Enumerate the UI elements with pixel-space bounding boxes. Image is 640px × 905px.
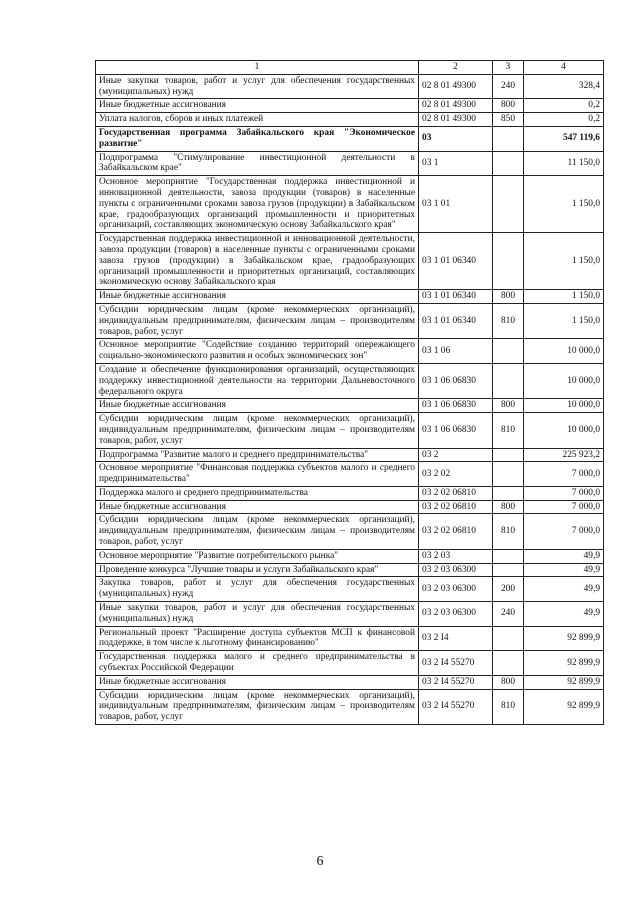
- row-type-cell: [493, 549, 524, 563]
- row-type-cell: 810: [493, 514, 524, 549]
- row-name-cell: Субсидии юридическим лицам (кроме некоммерческих организаций), индивидуальным предпринимателям, физическим лицам – производителям товаров, работ, услуг: [96, 689, 419, 724]
- row-code-cell: 03 2 03 06300: [419, 577, 493, 602]
- row-code-cell: 03 1 06 06830: [419, 363, 493, 398]
- table-row: [96, 113, 604, 127]
- row-amount-cell: 92 899,9: [524, 675, 604, 689]
- row-code-cell: 03 1 06: [419, 339, 493, 364]
- row-code-cell: 03 1 06 06830: [419, 399, 493, 413]
- row-amount-cell: 328,4: [524, 74, 604, 99]
- row-name-cell: Иные бюджетные ассигнования: [96, 290, 419, 304]
- header-cell-2: 2: [419, 61, 493, 75]
- row-type-cell: 810: [493, 303, 524, 338]
- row-amount-cell: 49,9: [524, 602, 604, 627]
- row-name-cell: Субсидии юридическим лицам (кроме некоммерческих организаций), индивидуальным предпринимателям, физическим лицам – производителям товаров, работ, услуг: [96, 514, 419, 549]
- row-name-cell: Государственная программа Забайкальского края "Экономическое развитие": [96, 126, 419, 151]
- row-code-cell: 03: [419, 126, 493, 151]
- table-row: [96, 651, 604, 676]
- row-code-cell: 03 2 I4 55270: [419, 675, 493, 689]
- table-row: [96, 626, 604, 651]
- row-type-cell: 850: [493, 113, 524, 127]
- table-row: [96, 563, 604, 577]
- row-code-cell: 03 2 02 06810: [419, 486, 493, 500]
- row-code-cell: 03 1 01 06340: [419, 290, 493, 304]
- table-row: [96, 99, 604, 113]
- row-code-cell: 02 8 01 49300: [419, 99, 493, 113]
- row-type-cell: 810: [493, 689, 524, 724]
- table-row: [96, 233, 604, 290]
- row-amount-cell: 10 000,0: [524, 399, 604, 413]
- table-row: [96, 500, 604, 514]
- table-row: [96, 675, 604, 689]
- table-row: [96, 689, 604, 724]
- row-type-cell: 240: [493, 74, 524, 99]
- table-row: [96, 290, 604, 304]
- row-name-cell: Основное мероприятие "Финансовая поддержка субъектов малого и среднего предпринимательства": [96, 462, 419, 487]
- row-name-cell: Иные бюджетные ассигнования: [96, 500, 419, 514]
- row-name-cell: Основное мероприятие "Содействие созданию территорий опережающего социально-экономического развития и особых экономических зон": [96, 339, 419, 364]
- table-header-row: [96, 61, 604, 75]
- row-amount-cell: 0,2: [524, 113, 604, 127]
- row-name-cell: Субсидии юридическим лицам (кроме некоммерческих организаций), индивидуальным предпринимателям, физическим лицам – производителям товаров, работ, услуг: [96, 303, 419, 338]
- row-code-cell: 03 1 06 06830: [419, 413, 493, 448]
- row-code-cell: 03 2 02 06810: [419, 500, 493, 514]
- header-cell-3: 3: [493, 61, 524, 75]
- page-number: 6: [316, 854, 324, 869]
- row-amount-cell: 1 150,0: [524, 233, 604, 290]
- row-amount-cell: 49,9: [524, 563, 604, 577]
- row-code-cell: 03 2 02: [419, 462, 493, 487]
- table-row: [96, 577, 604, 602]
- row-type-cell: [493, 176, 524, 233]
- table-row: [96, 339, 604, 364]
- row-name-cell: Государственная поддержка малого и среднего предпринимательства в субъектах Российской Федерации: [96, 651, 419, 676]
- table-row: [96, 126, 604, 151]
- row-name-cell: Подпрограмма "Стимулирование инвестиционной деятельности в Забайкальском крае": [96, 151, 419, 176]
- row-name-cell: Иные закупки товаров, работ и услуг для обеспечения государственных (муниципальных) нужд: [96, 74, 419, 99]
- row-type-cell: 240: [493, 602, 524, 627]
- row-name-cell: Поддержка малого и среднего предпринимательства: [96, 486, 419, 500]
- row-type-cell: 800: [493, 500, 524, 514]
- row-name-cell: Создание и обеспечение функционирования организаций, осуществляющих поддержку инвестиционной деятельности на территории Дальневосточного федерального округа: [96, 363, 419, 398]
- row-name-cell: Проведение конкурса "Лучшие товары и услуги Забайкальского края": [96, 563, 419, 577]
- row-type-cell: [493, 651, 524, 676]
- row-name-cell: Закупка товаров, работ и услуг для обеспечения государственных (муниципальных) нужд: [96, 577, 419, 602]
- row-type-cell: [493, 363, 524, 398]
- table-row: [96, 413, 604, 448]
- row-amount-cell: 547 119,6: [524, 126, 604, 151]
- row-amount-cell: 92 899,9: [524, 626, 604, 651]
- row-amount-cell: 49,9: [524, 577, 604, 602]
- row-code-cell: 03 2 03 06300: [419, 602, 493, 627]
- row-amount-cell: 92 899,9: [524, 689, 604, 724]
- table-row: [96, 549, 604, 563]
- row-code-cell: 03 2 I4 55270: [419, 651, 493, 676]
- budget-table: [95, 60, 604, 725]
- row-amount-cell: 1 150,0: [524, 290, 604, 304]
- table-row: [96, 514, 604, 549]
- row-amount-cell: 1 150,0: [524, 303, 604, 338]
- table-row: [96, 486, 604, 500]
- row-amount-cell: 10 000,0: [524, 413, 604, 448]
- row-amount-cell: 7 000,0: [524, 486, 604, 500]
- row-name-cell: Подпрограмма "Развитие малого и среднего предпринимательства": [96, 448, 419, 462]
- row-name-cell: Иные закупки товаров, работ и услуг для обеспечения государственных (муниципальных) нужд: [96, 602, 419, 627]
- header-cell-1: 1: [96, 61, 419, 75]
- table-row: [96, 303, 604, 338]
- row-type-cell: 800: [493, 99, 524, 113]
- row-type-cell: [493, 563, 524, 577]
- row-code-cell: 02 8 01 49300: [419, 113, 493, 127]
- row-amount-cell: 10 000,0: [524, 339, 604, 364]
- row-type-cell: 810: [493, 413, 524, 448]
- row-code-cell: 03 2 02 06810: [419, 514, 493, 549]
- row-type-cell: 200: [493, 577, 524, 602]
- table-row: [96, 462, 604, 487]
- row-code-cell: 03 1 01: [419, 176, 493, 233]
- table-row: [96, 363, 604, 398]
- budget-table-wrapper: [95, 60, 603, 725]
- row-amount-cell: 7 000,0: [524, 500, 604, 514]
- row-code-cell: 03 1: [419, 151, 493, 176]
- row-code-cell: 03 2 I4: [419, 626, 493, 651]
- row-amount-cell: 10 000,0: [524, 363, 604, 398]
- row-type-cell: [493, 339, 524, 364]
- row-name-cell: Государственная поддержка инвестиционной и инновационной деятельности, завоза продукции (товаров) в населенные пункты с ограниченными сроками завоза грузов (продукции) в Забайкальском крае, градообразующих организаций промышленности и приоритетных организаций, составляющих экономическую основу Забайкальского края: [96, 233, 419, 290]
- row-name-cell: Иные бюджетные ассигнования: [96, 99, 419, 113]
- row-amount-cell: 225 923,2: [524, 448, 604, 462]
- row-amount-cell: 7 000,0: [524, 462, 604, 487]
- row-name-cell: Иные бюджетные ассигнования: [96, 399, 419, 413]
- table-row: [96, 176, 604, 233]
- row-type-cell: 800: [493, 290, 524, 304]
- row-type-cell: [493, 448, 524, 462]
- row-code-cell: 03 1 01 06340: [419, 233, 493, 290]
- row-code-cell: 02 8 01 49300: [419, 74, 493, 99]
- table-row: [96, 602, 604, 627]
- row-code-cell: 03 1 01 06340: [419, 303, 493, 338]
- row-name-cell: Региональный проект "Расширение доступа субъектов МСП к финансовой поддержке, в том числе к льготному финансированию": [96, 626, 419, 651]
- row-name-cell: Иные бюджетные ассигнования: [96, 675, 419, 689]
- table-row: [96, 399, 604, 413]
- row-amount-cell: 92 899,9: [524, 651, 604, 676]
- row-code-cell: 03 2 03: [419, 549, 493, 563]
- row-amount-cell: 49,9: [524, 549, 604, 563]
- row-type-cell: [493, 462, 524, 487]
- row-type-cell: [493, 486, 524, 500]
- row-amount-cell: 7 000,0: [524, 514, 604, 549]
- row-name-cell: Основное мероприятие "Государственная поддержка инвестиционной и инновационной деятельности, завоза продукции (товаров) в населенные пункты с ограниченными сроками завоза грузов (продукции) в Забайкальском крае, градообразующих организаций промышленности и приоритетных организаций, составляющих экономическую основу Забайкальского края": [96, 176, 419, 233]
- row-code-cell: 03 2 I4 55270: [419, 689, 493, 724]
- row-amount-cell: 11 150,0: [524, 151, 604, 176]
- row-code-cell: 03 2: [419, 448, 493, 462]
- row-name-cell: Уплата налогов, сборов и иных платежей: [96, 113, 419, 127]
- row-amount-cell: 0,2: [524, 99, 604, 113]
- budget-table-body: [96, 61, 604, 725]
- row-name-cell: Основное мероприятие "Развитие потребительского рынка": [96, 549, 419, 563]
- header-cell-4: 4: [524, 61, 604, 75]
- table-row: [96, 448, 604, 462]
- row-type-cell: [493, 126, 524, 151]
- row-type-cell: 800: [493, 675, 524, 689]
- row-name-cell: Субсидии юридическим лицам (кроме некоммерческих организаций), индивидуальным предпринимателям, физическим лицам – производителям товаров, работ, услуг: [96, 413, 419, 448]
- table-row: [96, 74, 604, 99]
- row-type-cell: [493, 233, 524, 290]
- row-code-cell: 03 2 03 06300: [419, 563, 493, 577]
- row-type-cell: [493, 626, 524, 651]
- row-type-cell: [493, 151, 524, 176]
- table-row: [96, 151, 604, 176]
- row-type-cell: 800: [493, 399, 524, 413]
- row-amount-cell: 1 150,0: [524, 176, 604, 233]
